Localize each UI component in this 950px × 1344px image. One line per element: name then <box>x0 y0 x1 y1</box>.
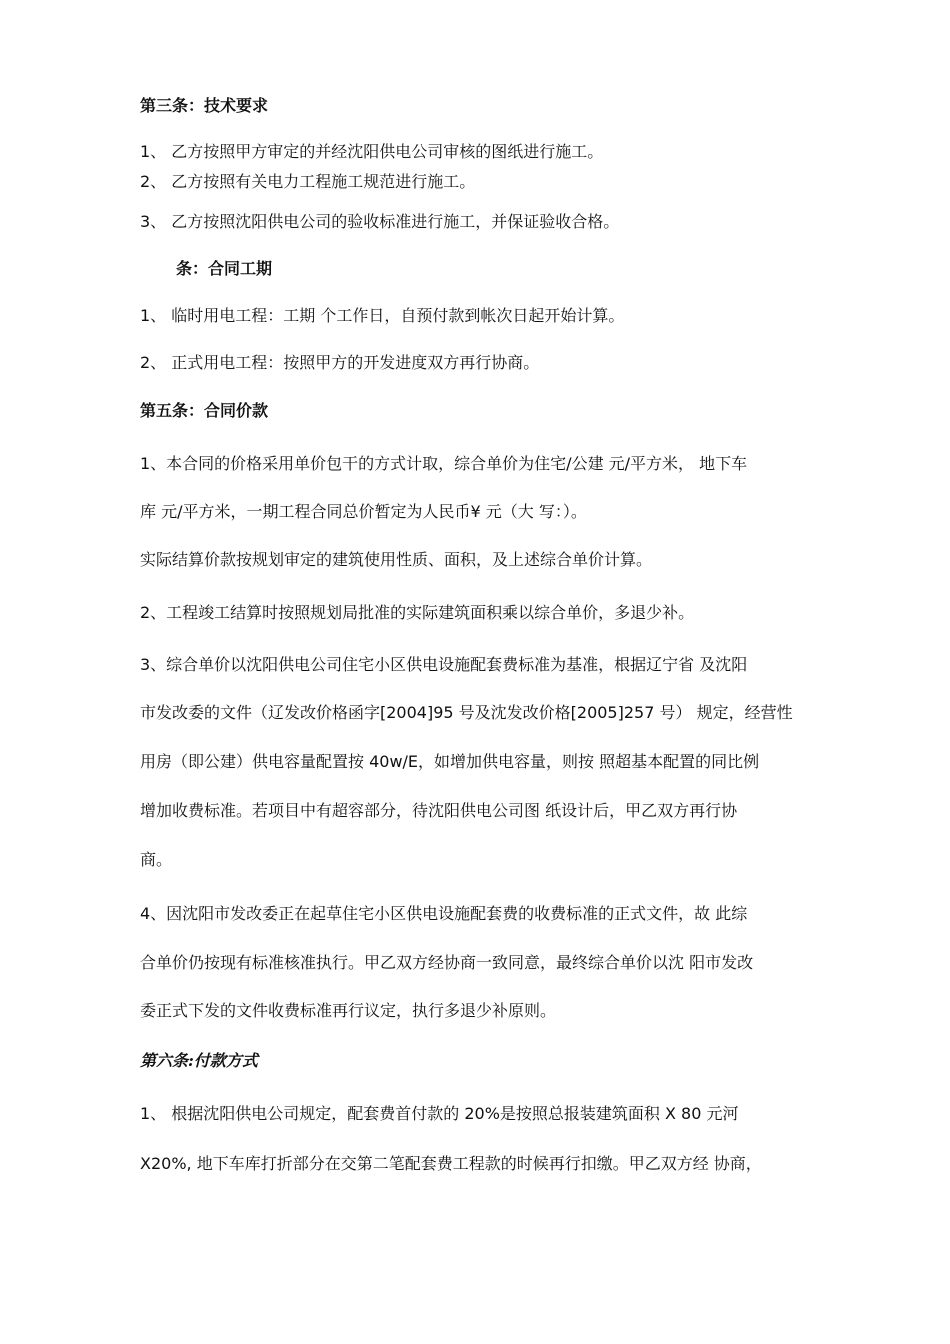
article5-line-8: 增加收费标准。若项目中有超容部分，待沈阳供电公司图 纸设计后，甲乙双方再行协 <box>140 801 738 820</box>
article5-line-9: 商。 <box>140 850 173 869</box>
article3-item-2: 2、 乙方按照有关电力工程施工规范进行施工。 <box>140 172 476 191</box>
article5-line-7: 用房（即公建）供电容量配置按 40w/E，如增加供电容量，则按 照超基本配置的同比例 <box>140 752 760 771</box>
article3-item-1: 1、 乙方按照甲方审定的并经沈阳供电公司审核的图纸进行施工。 <box>140 142 604 161</box>
article5-line-6: 市发改委的文件（辽发改价格函字[2004]95 号及沈发改价格[2005]257 号） 规定，经营性 <box>140 703 793 722</box>
article5-line-12: 委正式下发的文件收费标准再行议定，执行多退少补原则。 <box>140 1001 557 1020</box>
article5-line-5: 3、综合单价以沈阳供电公司住宅小区供电设施配套费标准为基准，根据辽宁省 及沈阳 <box>140 655 748 674</box>
article3-heading: 第三条：技术要求 <box>140 96 269 115</box>
article6-heading: 第六条:付款方式 <box>140 1051 258 1070</box>
article6-line-1: 1、 根据沈阳供电公司规定，配套费首付款的 20%是按照总报装建筑面积 X 80 元河 <box>140 1104 739 1123</box>
article5-line-2: 库 元/平方米，一期工程合同总价暂定为人民币¥ 元（大 写：）。 <box>140 502 587 521</box>
article4-item-2: 2、 正式用电工程：按照甲方的开发进度双方再行协商。 <box>140 353 540 372</box>
article5-heading: 第五条：合同价款 <box>140 401 269 420</box>
article5-line-4: 2、工程竣工结算时按照规划局批准的实际建筑面积乘以综合单价，多退少补。 <box>140 603 695 622</box>
article5-line-10: 4、因沈阳市发改委正在起草住宅小区供电设施配套费的收费标准的正式文件，故 此综 <box>140 904 748 923</box>
article5-line-3: 实际结算价款按规划审定的建筑使用性质、面积，及上述综合单价计算。 <box>140 550 653 569</box>
article4-heading: 条：合同工期 <box>176 259 273 278</box>
article5-line-1: 1、本合同的价格采用单价包干的方式计取，综合单价为住宅/公建 元/平方米， 地下车 <box>140 454 748 473</box>
article6-line-2: X20%, 地下车库打折部分在交第二笔配套费工程款的时候再行扣缴。甲乙双方经 协商， <box>140 1154 762 1173</box>
article3-item-3: 3、 乙方按照沈阳供电公司的验收标准进行施工，并保证验收合格。 <box>140 212 620 231</box>
article4-item-1: 1、 临时用电工程：工期 个工作日，自预付款到帐次日起开始计算。 <box>140 306 625 325</box>
article5-line-11: 合单价仍按现有标准核准执行。甲乙双方经协商一致同意，最终综合单价以沈 阳市发改 <box>140 953 754 972</box>
